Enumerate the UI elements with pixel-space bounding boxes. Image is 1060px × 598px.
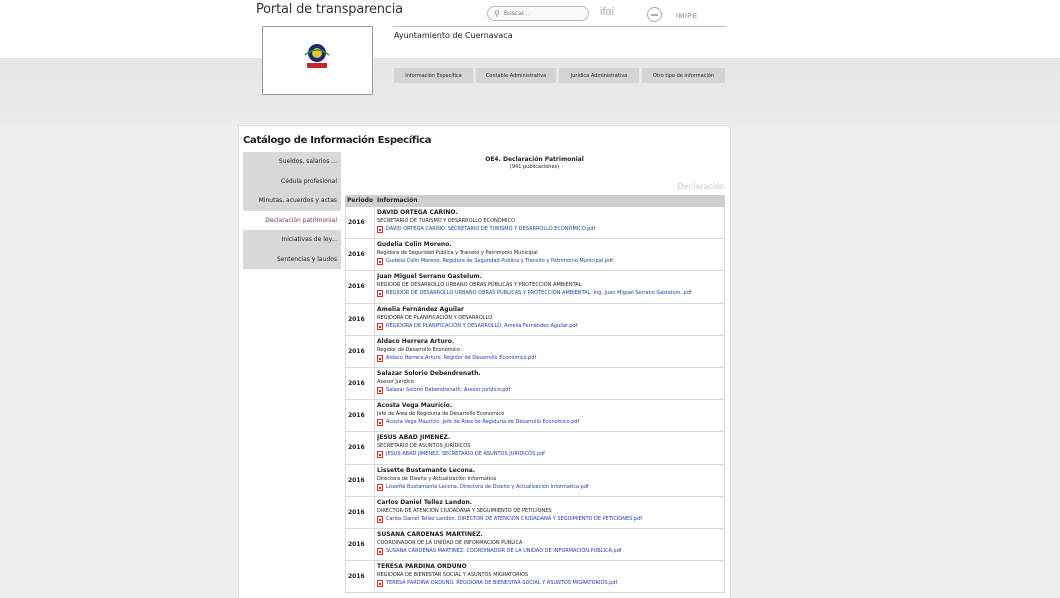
pdf-icon: [377, 484, 383, 491]
row-info: [377, 338, 722, 363]
pdf-link[interactable]: [377, 289, 722, 298]
row-name: Gudelia Colin Moreno.: [377, 241, 452, 249]
table-row: [345, 465, 725, 497]
organization-name: Ayuntamiento de Cuernavaca: [394, 31, 513, 40]
table-header: [345, 195, 725, 207]
row-name: Amelia Fernández Aguilar: [377, 305, 464, 313]
catalog-title: Catálogo de Información Específica: [243, 135, 432, 146]
municipal-logo: [301, 41, 333, 73]
pdf-link-label[interactable]: Aldaco Herrera Arturo. Regidor de Desarrollo Económico.pdf: [386, 354, 537, 361]
pdf-link[interactable]: [377, 418, 722, 427]
sidebar-item-sentencias[interactable]: Sentencias y laudos: [243, 250, 341, 270]
circle-logo[interactable]: [647, 7, 662, 22]
row-position: Regidora de Seguridad Pública y Transito y Patrimonio Municipal: [377, 250, 538, 257]
column-header-informacion: Información: [377, 197, 418, 204]
municipal-logo-box: [262, 26, 373, 95]
row-position: Asesor Jurídico: [377, 378, 414, 385]
row-position: Directora de Diseño y Actualización Informatica: [377, 475, 497, 482]
table-row: [345, 271, 725, 303]
pdf-icon: [377, 419, 383, 426]
pdf-link-label[interactable]: REGIDOR DE DESARROLLO URBANO OBRAS PÚBLICAS Y PROTECCIÓN AMBIENTAL. Ing. Juan Miguel Serrano Gastelum..pdf: [386, 290, 692, 297]
sidebar-item-minutas[interactable]: Minutas, acuerdos y actas: [243, 191, 341, 211]
table-row: [345, 336, 725, 368]
pdf-link[interactable]: [377, 257, 722, 266]
row-period: 2016: [346, 432, 375, 463]
row-position: SECRETARIO DE TURISMO Y DESARROLLO ECONÓMICO: [377, 218, 515, 224]
section-heading: [344, 155, 725, 170]
sidebar-item-declaracion[interactable]: Declaración patrimonial: [243, 211, 341, 231]
row-info: [377, 306, 722, 331]
row-info: [377, 531, 722, 556]
pdf-icon: [377, 323, 383, 330]
row-info: [377, 467, 722, 492]
tab-juridica-administrativa[interactable]: Jurídica Administrativa: [559, 68, 639, 83]
row-info: [377, 241, 722, 266]
pdf-icon: [377, 258, 383, 265]
table-row: [345, 497, 725, 529]
row-position: SECRETARIO DE ASUNTOS JURÍDICOS: [377, 443, 471, 450]
search-input[interactable]: [504, 10, 574, 17]
search-box[interactable]: [487, 6, 589, 21]
row-info: [377, 402, 722, 427]
pdf-link-label[interactable]: DAVID ORTEGA CARIÑO. SECRETARIO DE TURISMO Y DESARROLLO ECONÓMICO.pdf: [386, 226, 596, 232]
row-name: TERESA PARDIÑA ORDUÑO: [377, 563, 467, 571]
pdf-link-label[interactable]: Carlos Daniel Tellez Landon. DIRECTOR DE ATENCIÓN CIUDADANA Y SEGUIMIENTO DE PETICIONES.pdf: [386, 515, 643, 522]
imipe-logo[interactable]: IMIPE: [676, 13, 698, 20]
pdf-icon: [377, 451, 383, 458]
row-position: Regidor de Desarrollo Económico: [377, 346, 460, 353]
row-position: Jefe de Área de Regiduría de Desarrollo Económico: [377, 411, 505, 418]
table-row: [345, 400, 725, 432]
row-info: [377, 273, 722, 298]
row-position: REGIDORA DE BIENESTAR SOCIAL Y ASUNTOS MIGRATORIOS: [377, 572, 529, 579]
table-row: [345, 561, 725, 593]
table-row: [345, 432, 725, 464]
row-name: Juan Miguel Serrano Gastelum.: [377, 273, 482, 281]
pdf-icon: [377, 548, 383, 555]
row-name: JESUS ABAD JIMENEZ.: [377, 434, 451, 442]
pdf-link-label[interactable]: REGIDORA DE PLANIFICACIÓN Y DESARROLLO. Amelia Fernández Aguilar.pdf: [386, 322, 578, 329]
pdf-link[interactable]: [377, 450, 722, 459]
row-name: Salazar Solorio Debendrenath.: [377, 369, 481, 377]
pdf-icon: [377, 580, 383, 587]
row-period: 2016: [346, 304, 375, 335]
tab-otro-tipo[interactable]: Otro tipo de información: [642, 68, 725, 83]
row-period: 2016: [346, 529, 375, 560]
row-info: [377, 370, 722, 395]
table-row: [345, 529, 725, 561]
row-period: 2016: [346, 400, 375, 431]
pdf-link[interactable]: [377, 225, 722, 234]
pdf-link-label[interactable]: JESUS ABAD JIMENEZ. SECRETARIO DE ASUNTOS JURÍDICOS.pdf: [386, 451, 545, 458]
table-row: [345, 207, 725, 239]
row-period: 2016: [346, 561, 375, 592]
table-row: [345, 239, 725, 271]
row-info: [377, 434, 722, 459]
row-name: SUSANA CARDENAS MARTINEZ.: [377, 530, 483, 538]
row-info: [377, 563, 722, 588]
row-position: DIRECTOR DE ATENCIÓN CIUDADANA Y SEGUIMIENTO DE PETICIONES: [377, 507, 552, 514]
row-name: Aldaco Herrera Arturo.: [377, 337, 455, 345]
pdf-link[interactable]: [377, 483, 722, 492]
pdf-link-label[interactable]: Salazar Solorio Debendrenath. Asesor Jurídico.pdf: [386, 386, 511, 393]
column-header-periodo: Periodo: [347, 197, 374, 204]
row-info: [377, 499, 722, 524]
row-period: 2016: [346, 465, 375, 496]
row-info: [377, 209, 722, 234]
row-period: 2016: [346, 271, 375, 302]
pdf-link[interactable]: [377, 322, 722, 331]
pdf-link-label[interactable]: TERESA PARDIÑA ORDUÑO. REGIDORA DE BIENESTAR SOCIAL Y ASUNTOS MIGRATORIOS.pdf: [386, 580, 618, 587]
row-name: Lissette Bustamante Lecona.: [377, 466, 476, 474]
row-name: Carlos Daniel Tellez Landon.: [377, 498, 473, 506]
pdf-icon: [377, 226, 383, 233]
tab-contable-administrativa[interactable]: Contable Administrativa: [476, 68, 556, 83]
sidebar-item-iniciativas[interactable]: Iniciativas de ley...: [243, 230, 341, 250]
row-position: COORDINADOR DE LA UNIDAD DE INFORMACIÓN PÚBLICA: [377, 539, 523, 546]
search-icon[interactable]: ⚲: [494, 9, 500, 18]
row-period: 2016: [346, 336, 375, 367]
pdf-link-label[interactable]: Acosta Vega Mauricio. Jefe de Área de Regiduría de Desarrollo Económico.pdf: [386, 419, 580, 426]
pdf-link-label[interactable]: Gudelia Colin Moreno. Regidora de Seguridad Pública y Transito y Patrimonio Municipal.pdf: [386, 258, 613, 265]
pdf-icon: [377, 355, 383, 362]
header-divider: [393, 26, 726, 27]
section-title: OE4. Declaración Patrimonial: [485, 156, 584, 163]
row-position: REGIDORA DE PLANIFICACIÓN Y DESARROLLO.: [377, 314, 494, 321]
row-period: 2016: [346, 207, 375, 238]
table-row: [345, 368, 725, 400]
pdf-icon: [377, 290, 383, 297]
sidebar-item-cedula[interactable]: Cédula profesional: [243, 172, 341, 192]
pdf-link[interactable]: [377, 354, 722, 363]
section-subtitle: (941 publicaciones): [509, 164, 560, 170]
pdf-icon: [377, 387, 383, 394]
sidebar-item-sueldos[interactable]: Sueldos, salarios ...: [243, 152, 341, 172]
sidebar: [243, 152, 341, 269]
row-period: 2016: [346, 497, 375, 528]
declarations-table: [345, 207, 725, 593]
pdf-link[interactable]: [377, 579, 722, 588]
row-name: Acosta Vega Mauricio.: [377, 402, 453, 410]
table-row: [345, 304, 725, 336]
ifai-logo[interactable]: ifai: [600, 6, 615, 18]
row-period: 2016: [346, 239, 375, 270]
pdf-link[interactable]: [377, 386, 722, 395]
pdf-link[interactable]: [377, 547, 722, 556]
pdf-icon: [377, 516, 383, 523]
row-period: 2016: [346, 368, 375, 399]
row-name: DAVID ORTEGA CARIÑO.: [377, 209, 458, 216]
faded-section-label: Declaración: [677, 182, 725, 191]
row-position: REGIDOR DE DESARROLLO URBANO OBRAS PÚBLICAS Y PROTECCIÓN AMBIENTAL: [377, 282, 582, 289]
portal-title: Portal de transparencia: [256, 2, 403, 17]
pdf-link-label[interactable]: Lissette Bustamante Lecona. Directora de Diseño y Actualización Informatica.pdf: [386, 483, 589, 490]
tab-informacion-especifica[interactable]: Información Específica: [394, 68, 473, 83]
pdf-link-label[interactable]: SUSANA CARDENAS MARTINEZ. COORDINADOR DE LA UNIDAD DE INFORMACIÓN PÚBLICA.pdf: [386, 547, 622, 554]
pdf-link[interactable]: [377, 515, 722, 524]
